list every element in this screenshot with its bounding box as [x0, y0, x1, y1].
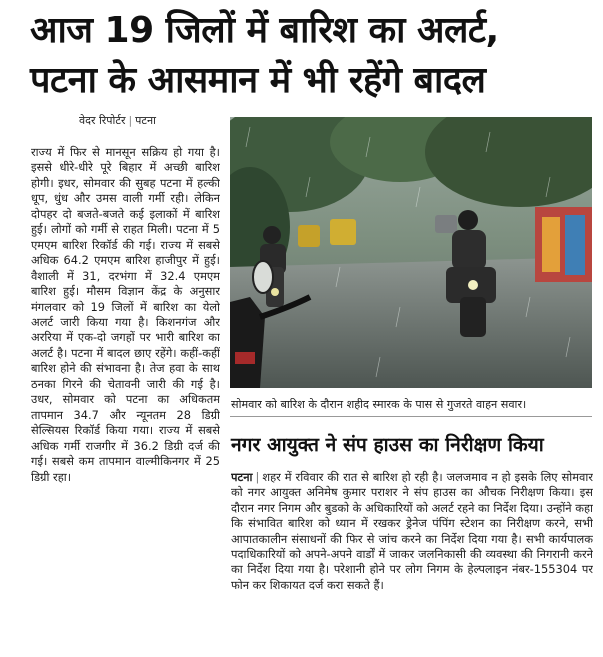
- dateline-separator: |: [255, 470, 260, 484]
- headline-line-2: पटना के आसमान में भी रहेंगे बादल: [30, 60, 486, 101]
- byline-reporter: वेदर रिपोर्टर: [79, 114, 126, 127]
- photo-caption: सोमवार को बारिश के दौरान शहीद स्मारक के पास से गुजरते वाहन सवार।: [231, 398, 527, 411]
- second-story-dateline: पटना: [231, 470, 253, 484]
- headline: [30, 6, 590, 106]
- second-story-text: शहर में रविवार की रात से बारिश हो रही है। जलजमाव न हो इसके लिए सोमवार को नगर आयुक्त अनिमेष कुमार पराशर ने संप हाउस का औचक निरीक्षण किया। इस दौरान नगर निगम और बुडको के अधिकारियों को अलर्ट रहने का निर्देश दिया। उन्होंने कहा कि संभावित बारिश को ध्यान में रखकर ड्रेनेज पंपिंग स्टेशन का निरीक्षण करने, सभी आपातकालीन संसाधनों की फिर से जांच करने का निर्देश दिया गया है। सभी कार्यपालक पदाधिकारियों को अपने-अपने वार्डों में जाकर जलनिकासी की व्यवस्था की निगरानी करने का निर्देश दिया गया है। परेशानी होने पर लोग निगम के हेल्पलाइन नंबर-155304 पर फोन कर शिकायत दर्ज करा सकते हैं।: [231, 470, 593, 592]
- byline-separator: |: [128, 114, 133, 127]
- byline-location: पटना: [135, 114, 156, 127]
- rain-street-photo-icon: [230, 117, 592, 388]
- main-story-body: राज्य में फिर से मानसून सक्रिय हो गया है। इससे धीरे-धीरे पूरे बिहार में अच्छी बारिश होगी। इधर, सोमवार की सुबह पटना में हल्की धूप, धुंध और उमस वाली गर्मी रही। लेकिन दोपहर दो बजते-बजते कई इलाकों में बारिश हुई। लोगों को गर्मी से राहत मिली। पटना में 5 एमएम बारिश रिकॉर्ड की गई। राज्य में सबसे अधिक 64.2 एमएम बारिश हाजीपुर में हुई। वैशाली में 31, दरभंगा में 32.4 एमएम बारिश हुई। मौसम विज्ञान केंद्र के अनुसार मंगलवार को 19 जिलों में बारिश का येलो अलर्ट जारी किया गया है। किशनगंज और अररिया में एक-दो जगहों पर भारी बारिश का अलर्ट है। पटना में बादल छाए रहेंगे। कहीं-कहीं बारिश होने की संभावना है। तेज हवा के साथ ठनका गिरने की चेतावनी जारी की गई है। उधर, सोमवार को पटना का अधिकतम तापमान 34.7 और न्यूनतम 28 डिग्री सेल्सियस रिकॉर्ड किया गया। राज्य में सबसे अधिक गर्मी राजगीर में 36.2 डिग्री दर्ज की गई। सबसे कम तापमान वाल्मीकिनगर में 25 डिग्री रहा।: [31, 145, 220, 484]
- byline: [79, 113, 156, 128]
- second-story-body: [231, 470, 593, 655]
- headline-line-1: आज 19 जिलों में बारिश का अलर्ट,: [30, 10, 499, 51]
- second-story-title: नगर आयुक्त ने संप हाउस का निरीक्षण किया: [231, 433, 544, 456]
- section-divider: [230, 416, 592, 417]
- news-photo: [230, 117, 592, 388]
